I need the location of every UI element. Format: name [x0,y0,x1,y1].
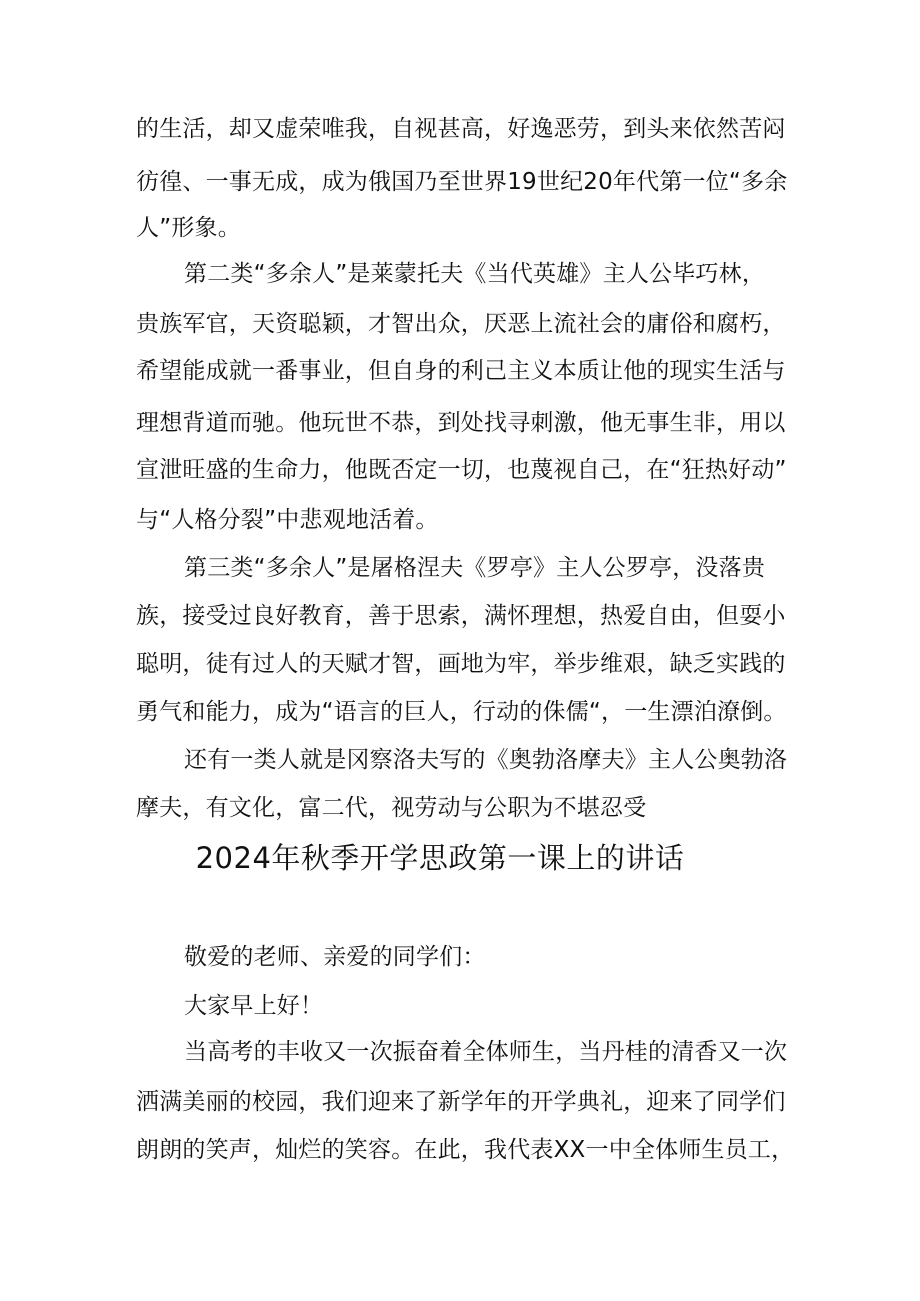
text-line: 彷徨、一事无成，成为俄国乃至世界19世纪20年代第一位“多余 [136,169,788,195]
text-line: 族，接受过良好教育，善于思索，满怀理想，热爱自由，但耍小 [136,603,786,629]
text-line: 朗朗的笑声，灿烂的笑容。在此，我代表XX一中全体师生员工， [136,1137,795,1163]
text-line: 与“人格分裂”中悲观地活着。 [136,507,439,533]
greeting: 大家早上好！ [184,993,324,1019]
text-line: 人”形象。 [136,215,241,241]
text-line: 第二类“多余人”是莱蒙托夫《当代英雄》主人公毕巧林， [184,261,766,287]
text-line: 还有一类人就是冈察洛夫写的《奥勃洛摩夫》主人公奥勃洛 [184,747,788,773]
text-line: 贵族军官，天资聪颖，才智出众，厌恶上流社会的庸俗和腐朽， [136,311,786,337]
salutation: 敬爱的老师、亲爱的同学们： [184,944,486,970]
speech-title: 2024年秋季开学思政第一课上的讲话 [195,841,685,875]
text-line: 当高考的丰收又一次振奋着全体师生，当丹桂的清香又一次 [184,1039,788,1065]
text-line: 理想背道而驰。他玩世不恭，到处找寻刺激，他无事生非，用以 [136,410,786,436]
text-line: 勇气和能力，成为“语言的巨人，行动的侏儒“，一生漂泊潦倒。 [136,699,787,725]
text-line: 的生活，却又虚荣唯我，自视甚高，好逸恶劳，到头来依然苦闷 [136,116,786,142]
text-line: 聪明，徒有过人的天赋才智，画地为牢，举步维艰，缺乏实践的 [136,651,786,677]
text-line: 洒满美丽的校园，我们迎来了新学年的开学典礼，迎来了同学们 [136,1089,786,1115]
text-line: 第三类“多余人”是屠格涅夫《罗亭》主人公罗亭，没落贵 [184,555,766,581]
text-line: 宣泄旺盛的生命力，他既否定一切，也蔑视自己，在“狂热好动” [136,457,787,483]
text-line: 摩夫，有文化，富二代，视劳动与公职为不堪忍受 [136,795,647,821]
text-line: 希望能成就一番事业，但自身的利己主义本质让他的现实生活与 [136,358,786,384]
